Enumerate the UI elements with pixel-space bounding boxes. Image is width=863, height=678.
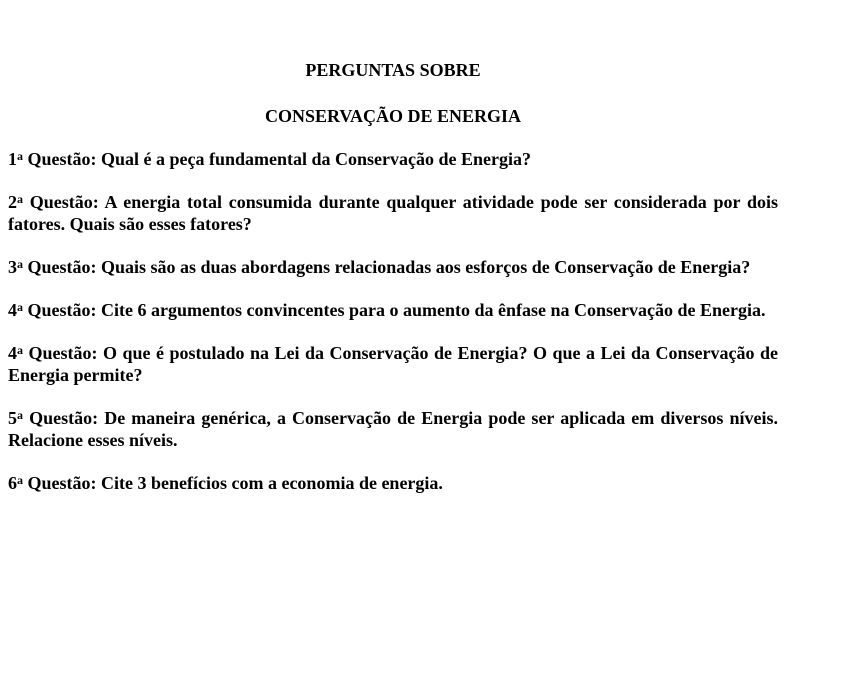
question-text: O que é postulado na Lei da Conservação de Energia? O que a Lei da Conservação de Energia permite? [8,343,779,385]
question-label: Questão: [23,473,101,493]
question-number: 5 [8,408,17,428]
document-title-line-1: PERGUNTAS SOBRE [305,60,481,80]
question-ordinal: a [17,300,23,314]
question-text: Cite 6 argumentos convincentes para o aumento da ênfase na Conservação de Energia. [101,300,766,320]
question-label: Questão: [23,343,103,363]
question-number: 4 [8,300,17,320]
question-item [8,148,778,170]
question-number: 1 [8,149,17,169]
question-ordinal: a [17,473,23,487]
question-text: Qual é a peça fundamental da Conservação de Energia? [101,149,531,169]
question-item [8,191,778,235]
document-page [8,0,778,515]
question-label: Questão: [23,408,105,428]
question-label: Questão: [23,257,101,277]
question-item [8,256,778,278]
question-number: 2 [8,192,17,212]
question-number: 4 [8,343,17,363]
question-ordinal: a [17,343,23,357]
question-ordinal: a [17,257,23,271]
question-label: Questão: [23,192,105,212]
question-label: Questão: [23,149,101,169]
question-text: De maneira genérica, a Conservação de Energia pode ser aplicada em diversos níveis. Relacione esses níveis. [8,408,779,450]
question-label: Questão: [23,300,101,320]
question-item [8,342,778,386]
document-title-line-2: CONSERVAÇÃO DE ENERGIA [264,106,522,126]
question-ordinal: a [17,149,23,163]
question-item [8,407,778,451]
question-text: Cite 3 benefícios com a economia de energia. [101,473,443,493]
question-ordinal: a [17,192,23,206]
question-item [8,472,778,494]
question-number: 3 [8,257,17,277]
question-number: 6 [8,473,17,493]
question-item [8,299,778,321]
question-list [8,148,778,494]
question-ordinal: a [17,408,23,422]
question-text: A energia total consumida durante qualquer atividade pode ser considerada por dois fatores. Quais são esses fatores? [8,192,778,234]
question-text: Quais são as duas abordagens relacionadas aos esforços de Conservação de Energia? [101,257,751,277]
